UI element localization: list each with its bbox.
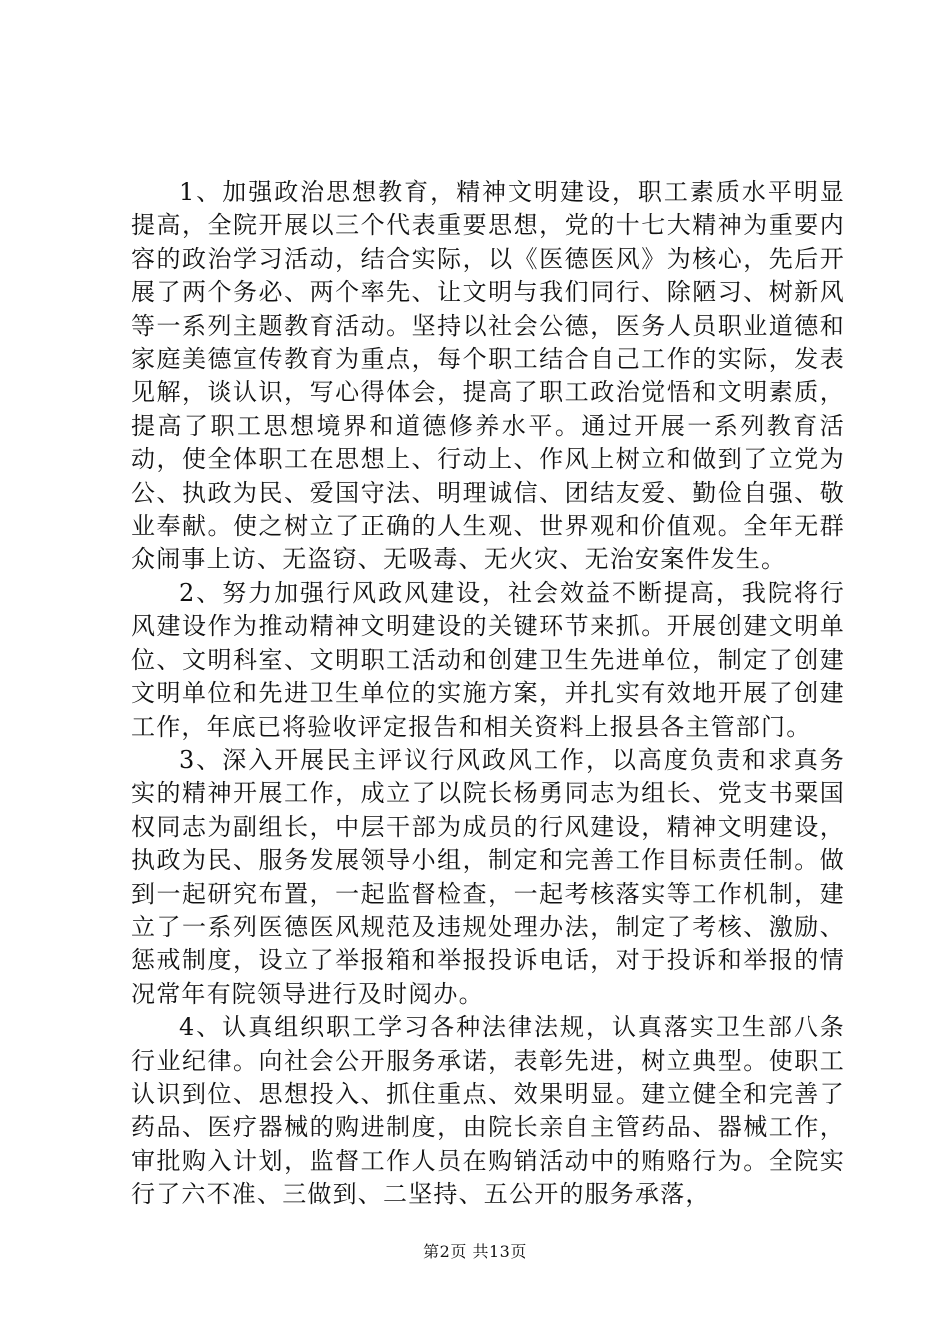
document-body xyxy=(131,176,845,1212)
page-number: 第2页 xyxy=(423,1242,467,1261)
page-total: 共13页 xyxy=(472,1242,527,1261)
paragraph-2: 2、努力加强行风政风建设，社会效益不断提高，我院将行风建设作为推动精神文明建设的关键环节来抓。开展创建文明单位、文明科室、文明职工活动和创建卫生先进单位，制定了创建文明单位和先进卫生单位的实施方案，并扎实有效地开展了创建工作，年底已将验收评定报告和相关资料上报县各主管部门。 xyxy=(131,578,845,741)
paragraph-3: 3、深入开展民主评议行风政风工作，以高度负责和求真务实的精神开展工作，成立了以院长杨勇同志为组长、党支书粟国权同志为副组长，中层干部为成员的行风建设，精神文明建设，执政为民、服务发展领导小组，制定和完善工作目标责任制。做到一起研究布置，一起监督检查，一起考核落实等工作机制，建立了一系列医德医风规范及违规处理办法，制定了考核、激励、惩戒制度，设立了举报箱和举报投诉电话，对于投诉和举报的情况常年有院领导进行及时阅办。 xyxy=(131,745,845,1008)
page-footer xyxy=(0,1242,950,1262)
paragraph-1: 1、加强政治思想教育，精神文明建设，职工素质水平明显提高，全院开展以三个代表重要思想，党的十七大精神为重要内容的政治学习活动，结合实际，以《医德医风》为核心，先后开展了两个务必、两个率先、让文明与我们同行、除陋习、树新风等一系列主题教育活动。坚持以社会公德，医务人员职业道德和家庭美德宣传教育为重点，每个职工结合自己工作的实际，发表见解，谈认识，写心得体会，提高了职工政治觉悟和文明素质，提高了职工思想境界和道德修养水平。通过开展一系列教育活动，使全体职工在思想上、行动上、作风上树立和做到了立党为公、执政为民、爱国守法、明理诚信、团结友爱、勤俭自强、敬业奉献。使之树立了正确的人生观、世界观和价值观。全年无群众闹事上访、无盗窃、无吸毒、无火灾、无治安案件发生。 xyxy=(131,178,845,574)
paragraph-4: 4、认真组织职工学习各种法律法规，认真落实卫生部八条行业纪律。向社会公开服务承诺，表彰先进，树立典型。使职工认识到位、思想投入、抓住重点、效果明显。建立健全和完善了药品、医疗器械的购进制度，由院长亲自主管药品、器械工作，审批购入计划，监督工作人员在购销活动中的贿赂行为。全院实行了六不准、三做到、二坚持、五公开的服务承落， xyxy=(131,1013,845,1209)
